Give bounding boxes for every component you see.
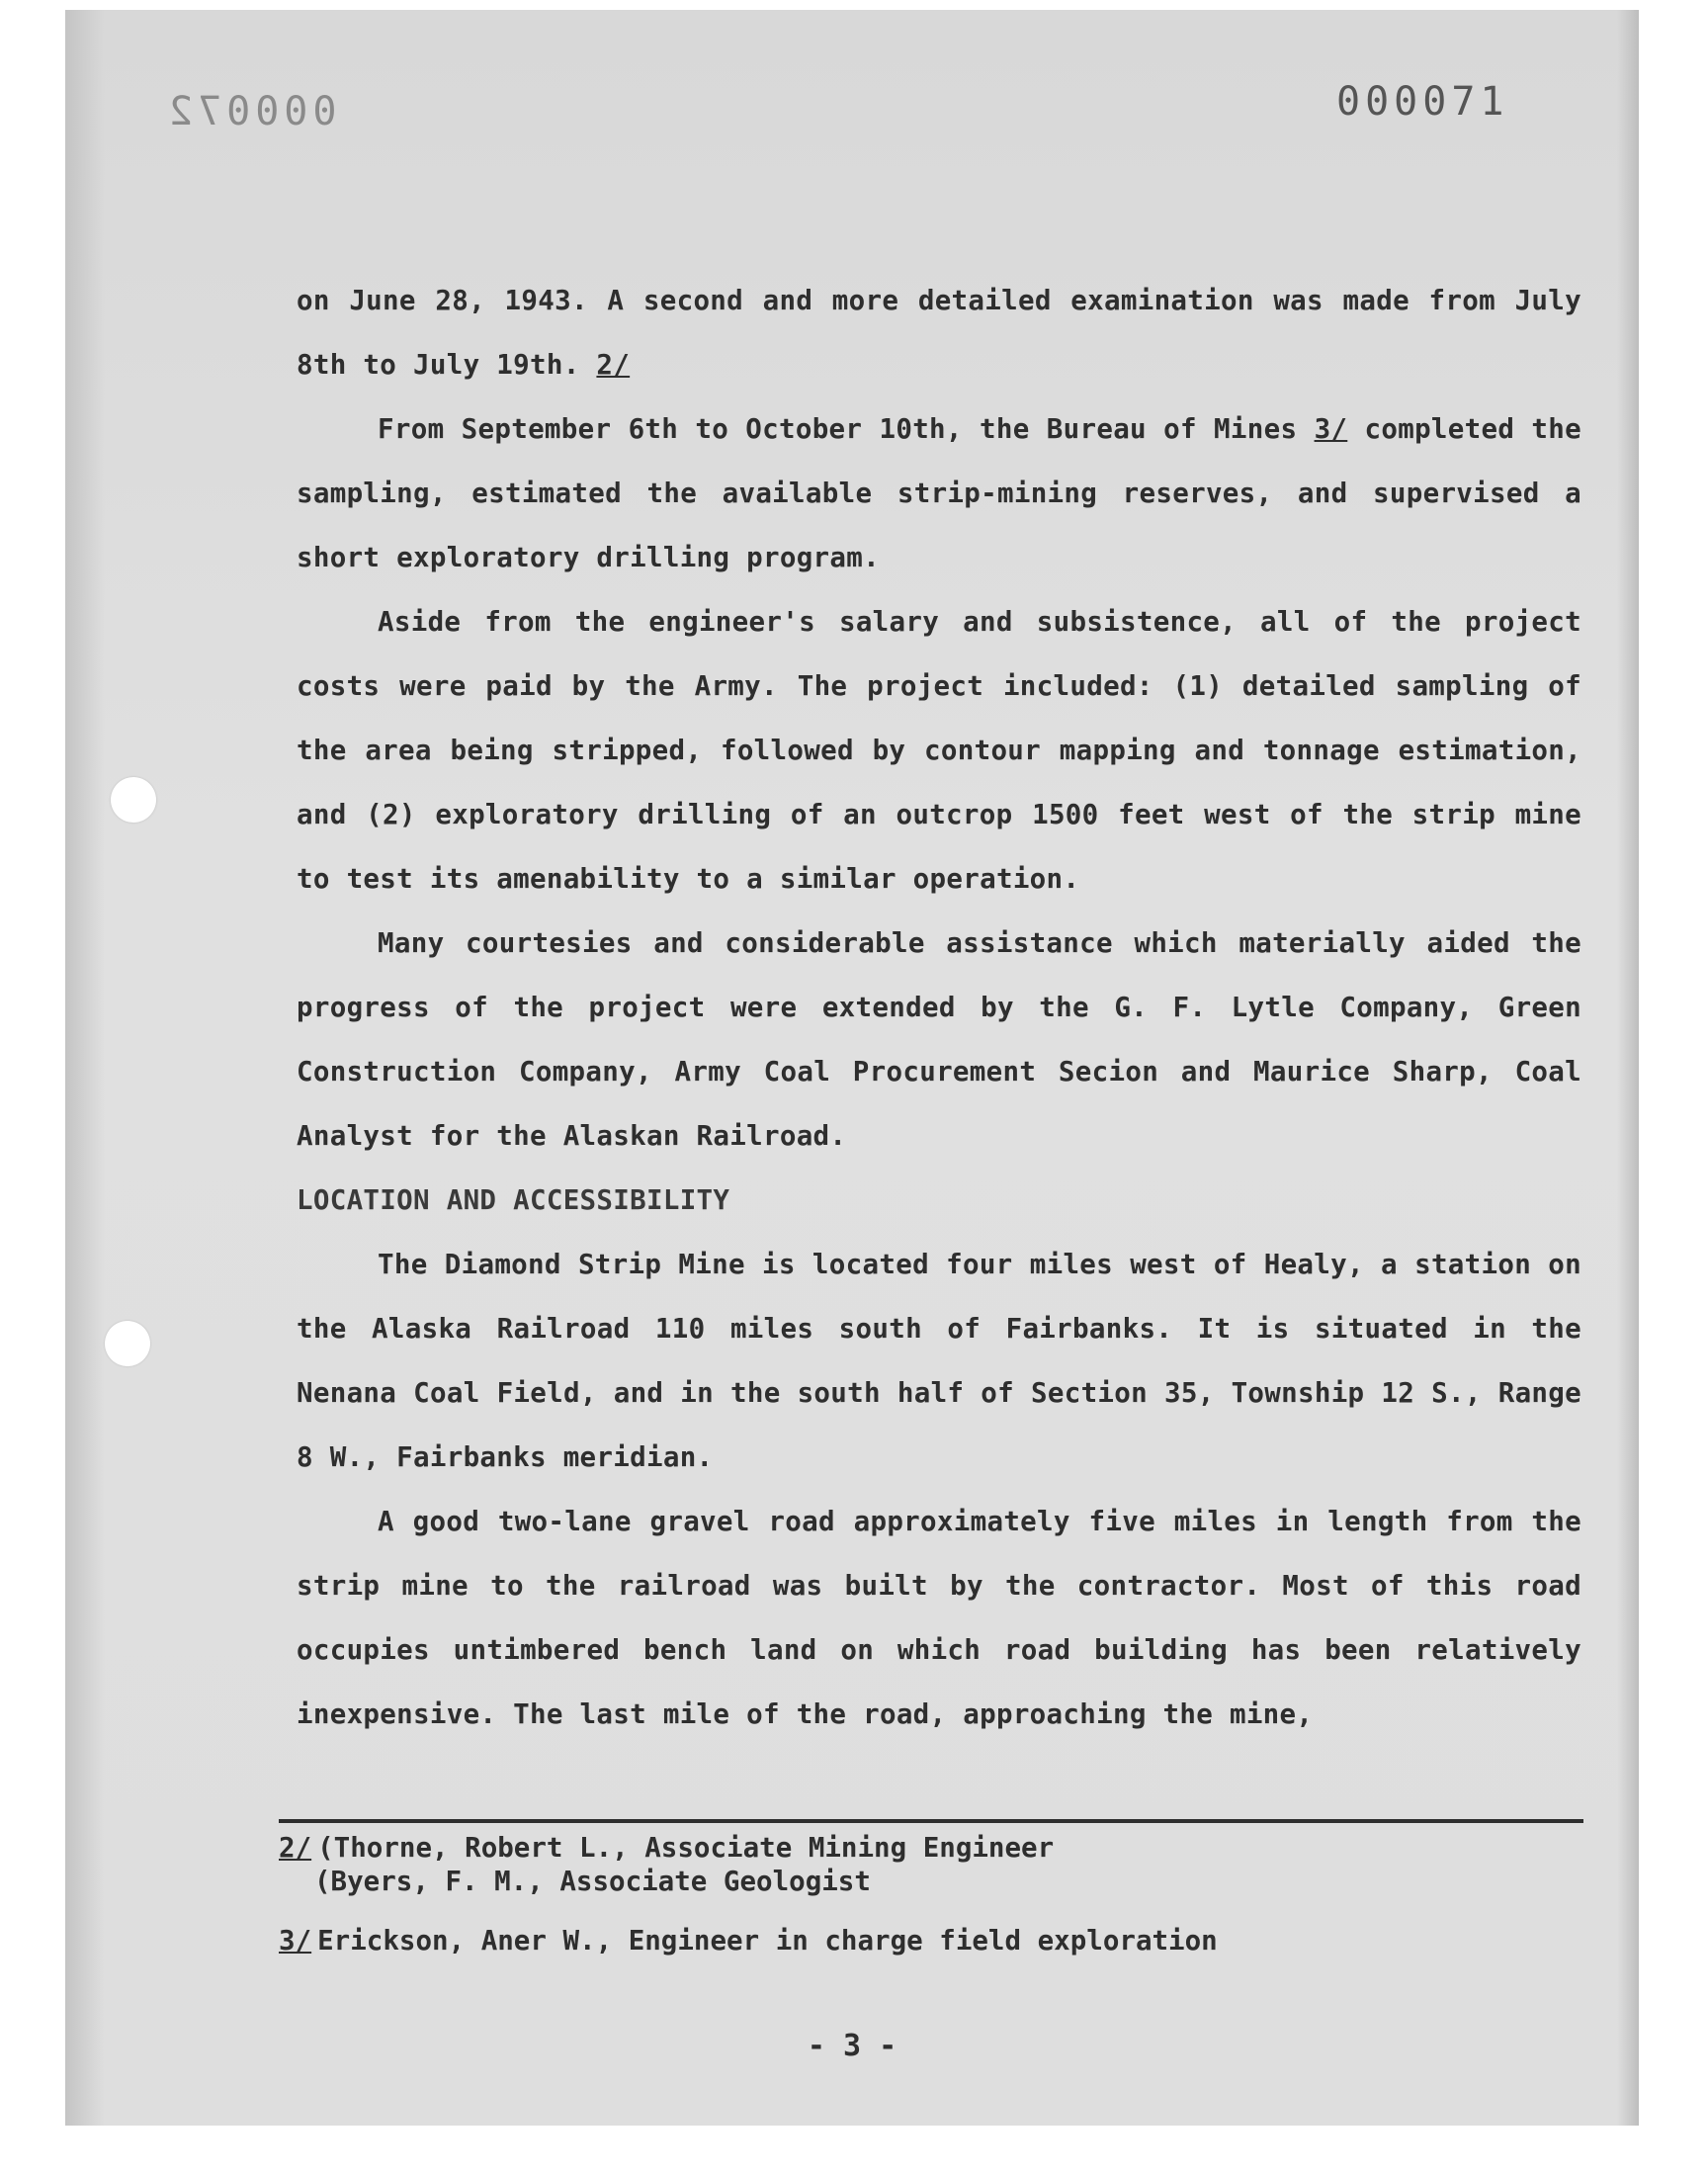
bleed-through-stamp: 000072 xyxy=(164,89,337,134)
footnote-2-mark: 2/ xyxy=(279,1832,312,1864)
footnotes xyxy=(279,1819,1583,1958)
footnote-3 xyxy=(279,1924,1583,1958)
paragraph-3: Aside from the engineer's salary and subsistence, all of the project costs were paid by the Army. The project included: (1) detailed sampling of the area being stripped, followed by contour mapping and tonnage estimation, and (2) exploratory drilling of an outcrop 1500 feet west of the strip mine to test its amenability to a similar operation. xyxy=(297,606,1581,895)
paragraph-2-text-a: From September 6th to October 10th, the Bureau of Mines xyxy=(378,413,1298,445)
footnote-3-mark: 3/ xyxy=(279,1925,312,1957)
footnote-2-line-2: (Byers, F. M., Associate Geologist xyxy=(314,1866,871,1897)
footnote-ref-3: 3/ xyxy=(1314,413,1348,445)
body-text xyxy=(297,269,1581,1747)
paragraph-1 xyxy=(297,269,1581,397)
paragraph-5: The Diamond Strip Mine is located four miles west of Healy, a station on the Alaska Railroad 110 miles south of Fairbanks. It is situated in the Nenana Coal Field, and in the south half of Section 35, Township 12 S., Range 8 W., Fairbanks meridian. xyxy=(297,1249,1581,1473)
section-heading: LOCATION AND ACCESSIBILITY xyxy=(297,1184,730,1216)
footnote-3-text: Erickson, Aner W., Engineer in charge field exploration xyxy=(317,1925,1218,1957)
punch-hole-lower xyxy=(105,1321,150,1366)
footnote-ref-2: 2/ xyxy=(596,349,631,381)
paragraph-1-text: on June 28, 1943. A second and more detailed examination was made from July 8th to July 19th. xyxy=(297,285,1581,381)
document-page xyxy=(65,10,1639,2126)
footnote-2 xyxy=(279,1831,1583,1898)
page-number: - 3 - xyxy=(807,2029,897,2063)
page-edge-shadow xyxy=(1617,10,1639,2126)
punch-hole-upper xyxy=(111,777,156,823)
document-number-stamp: 000071 xyxy=(1336,79,1509,125)
paragraph-6: A good two-lane gravel road approximately five miles in length from the strip mine to the railroad was built by the contractor. Most of this road occupies untimbered bench land on which road building has been relatively inexpensive. The last mile of the road, approaching the mine, xyxy=(297,1506,1581,1730)
paragraph-2 xyxy=(297,397,1581,590)
paragraph-4: Many courtesies and considerable assistance which materially aided the progress of the project were extended by the G. F. Lytle Company, Green Construction Company, Army Coal Procurement Secion and Maurice Sharp, Coal Analyst for the Alaskan Railroad. xyxy=(297,927,1581,1152)
paragraph-2-text-b: completed the sampling, estimated the available strip-mining reserves, and supervised a short exploratory drilling program. xyxy=(297,413,1581,573)
footnote-2-line-1: (Thorne, Robert L., Associate Mining Engineer xyxy=(317,1832,1055,1864)
